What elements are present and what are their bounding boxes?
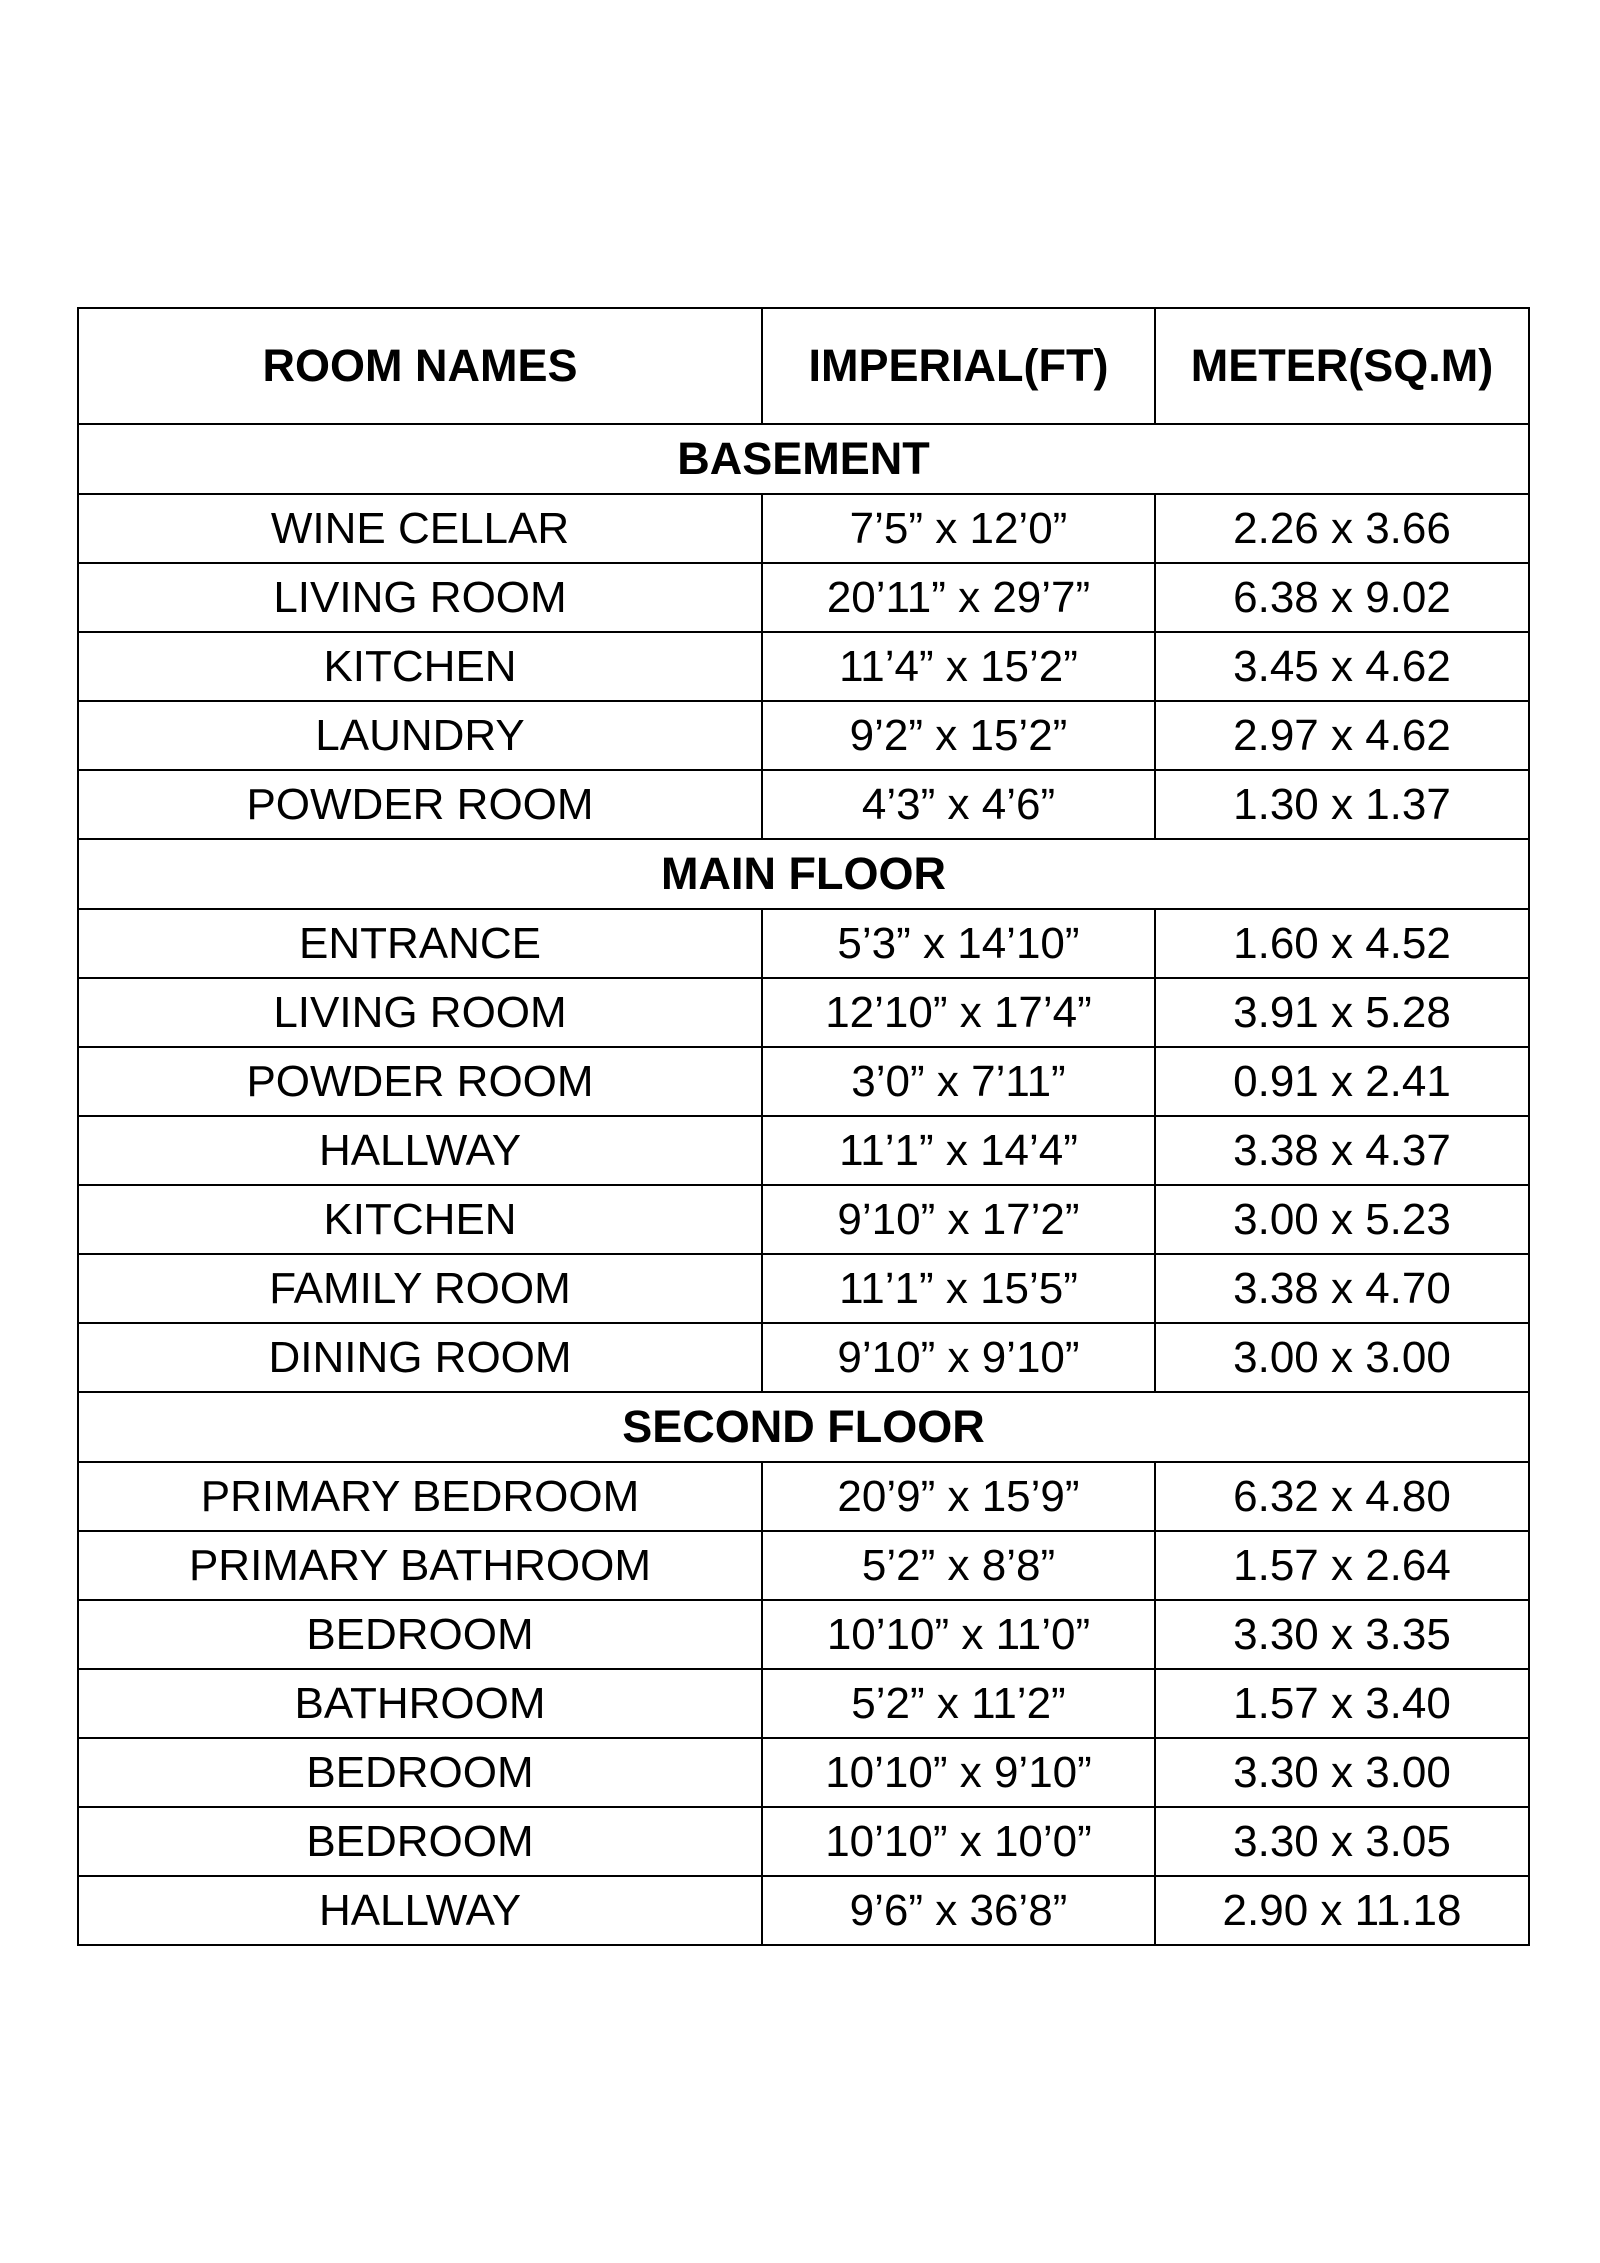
section-header-row — [78, 424, 1529, 494]
meter-size-cell: 1.57 x 3.40 — [1155, 1669, 1529, 1738]
table-row — [78, 1323, 1529, 1392]
room-name-cell: LAUNDRY — [78, 701, 762, 770]
imperial-size-cell: 12’10” x 17’4” — [762, 978, 1155, 1047]
imperial-size-cell: 9’2” x 15’2” — [762, 701, 1155, 770]
imperial-size-cell: 5’2” x 8’8” — [762, 1531, 1155, 1600]
room-name-cell: BEDROOM — [78, 1738, 762, 1807]
imperial-size-cell: 5’2” x 11’2” — [762, 1669, 1155, 1738]
table-row — [78, 701, 1529, 770]
imperial-size-cell: 11’1” x 14’4” — [762, 1116, 1155, 1185]
meter-size-cell: 3.91 x 5.28 — [1155, 978, 1529, 1047]
table-row — [78, 1116, 1529, 1185]
table-row — [78, 770, 1529, 839]
table-row — [78, 1531, 1529, 1600]
meter-size-cell: 2.97 x 4.62 — [1155, 701, 1529, 770]
header-room-names: ROOM NAMES — [78, 308, 762, 424]
meter-size-cell: 1.60 x 4.52 — [1155, 909, 1529, 978]
imperial-size-cell: 5’3” x 14’10” — [762, 909, 1155, 978]
table-header-row — [78, 308, 1529, 424]
table-row — [78, 632, 1529, 701]
room-dimensions-table — [77, 307, 1530, 1946]
room-name-cell: DINING ROOM — [78, 1323, 762, 1392]
imperial-size-cell: 11’1” x 15’5” — [762, 1254, 1155, 1323]
imperial-size-cell: 7’5” x 12’0” — [762, 494, 1155, 563]
table-row — [78, 494, 1529, 563]
room-name-cell: HALLWAY — [78, 1116, 762, 1185]
imperial-size-cell: 10’10” x 9’10” — [762, 1738, 1155, 1807]
room-name-cell: BEDROOM — [78, 1807, 762, 1876]
room-name-cell: WINE CELLAR — [78, 494, 762, 563]
section-header-row — [78, 1392, 1529, 1462]
table-row — [78, 1047, 1529, 1116]
room-name-cell: KITCHEN — [78, 1185, 762, 1254]
table-row — [78, 1185, 1529, 1254]
room-name-cell: LIVING ROOM — [78, 563, 762, 632]
room-name-cell: POWDER ROOM — [78, 1047, 762, 1116]
table-row — [78, 1738, 1529, 1807]
table-row — [78, 563, 1529, 632]
imperial-size-cell: 20’11” x 29’7” — [762, 563, 1155, 632]
room-name-cell: BEDROOM — [78, 1600, 762, 1669]
imperial-size-cell: 9’10” x 17’2” — [762, 1185, 1155, 1254]
meter-size-cell: 3.30 x 3.35 — [1155, 1600, 1529, 1669]
table-row — [78, 1600, 1529, 1669]
meter-size-cell: 3.45 x 4.62 — [1155, 632, 1529, 701]
room-name-cell: POWDER ROOM — [78, 770, 762, 839]
imperial-size-cell: 10’10” x 11’0” — [762, 1600, 1155, 1669]
room-name-cell: PRIMARY BATHROOM — [78, 1531, 762, 1600]
table-row — [78, 1807, 1529, 1876]
room-name-cell: ENTRANCE — [78, 909, 762, 978]
meter-size-cell: 3.38 x 4.70 — [1155, 1254, 1529, 1323]
section-title: MAIN FLOOR — [78, 839, 1529, 909]
table-row — [78, 978, 1529, 1047]
imperial-size-cell: 4’3” x 4’6” — [762, 770, 1155, 839]
meter-size-cell: 3.00 x 5.23 — [1155, 1185, 1529, 1254]
room-name-cell: BATHROOM — [78, 1669, 762, 1738]
room-name-cell: HALLWAY — [78, 1876, 762, 1945]
room-name-cell: FAMILY ROOM — [78, 1254, 762, 1323]
imperial-size-cell: 9’10” x 9’10” — [762, 1323, 1155, 1392]
room-name-cell: LIVING ROOM — [78, 978, 762, 1047]
imperial-size-cell: 10’10” x 10’0” — [762, 1807, 1155, 1876]
meter-size-cell: 3.38 x 4.37 — [1155, 1116, 1529, 1185]
room-name-cell: KITCHEN — [78, 632, 762, 701]
imperial-size-cell: 3’0” x 7’11” — [762, 1047, 1155, 1116]
meter-size-cell: 1.30 x 1.37 — [1155, 770, 1529, 839]
meter-size-cell: 3.30 x 3.05 — [1155, 1807, 1529, 1876]
room-name-cell: PRIMARY BEDROOM — [78, 1462, 762, 1531]
meter-size-cell: 0.91 x 2.41 — [1155, 1047, 1529, 1116]
meter-size-cell: 6.32 x 4.80 — [1155, 1462, 1529, 1531]
imperial-size-cell: 9’6” x 36’8” — [762, 1876, 1155, 1945]
section-header-row — [78, 839, 1529, 909]
meter-size-cell: 3.00 x 3.00 — [1155, 1323, 1529, 1392]
table-row — [78, 1876, 1529, 1945]
imperial-size-cell: 20’9” x 15’9” — [762, 1462, 1155, 1531]
table-row — [78, 1669, 1529, 1738]
header-meter: METER(SQ.M) — [1155, 308, 1529, 424]
meter-size-cell: 6.38 x 9.02 — [1155, 563, 1529, 632]
imperial-size-cell: 11’4” x 15’2” — [762, 632, 1155, 701]
section-title: BASEMENT — [78, 424, 1529, 494]
meter-size-cell: 2.90 x 11.18 — [1155, 1876, 1529, 1945]
meter-size-cell: 1.57 x 2.64 — [1155, 1531, 1529, 1600]
section-title: SECOND FLOOR — [78, 1392, 1529, 1462]
header-imperial: IMPERIAL(FT) — [762, 308, 1155, 424]
meter-size-cell: 2.26 x 3.66 — [1155, 494, 1529, 563]
table-row — [78, 909, 1529, 978]
table-body — [78, 424, 1529, 1945]
meter-size-cell: 3.30 x 3.00 — [1155, 1738, 1529, 1807]
table-row — [78, 1254, 1529, 1323]
table-row — [78, 1462, 1529, 1531]
